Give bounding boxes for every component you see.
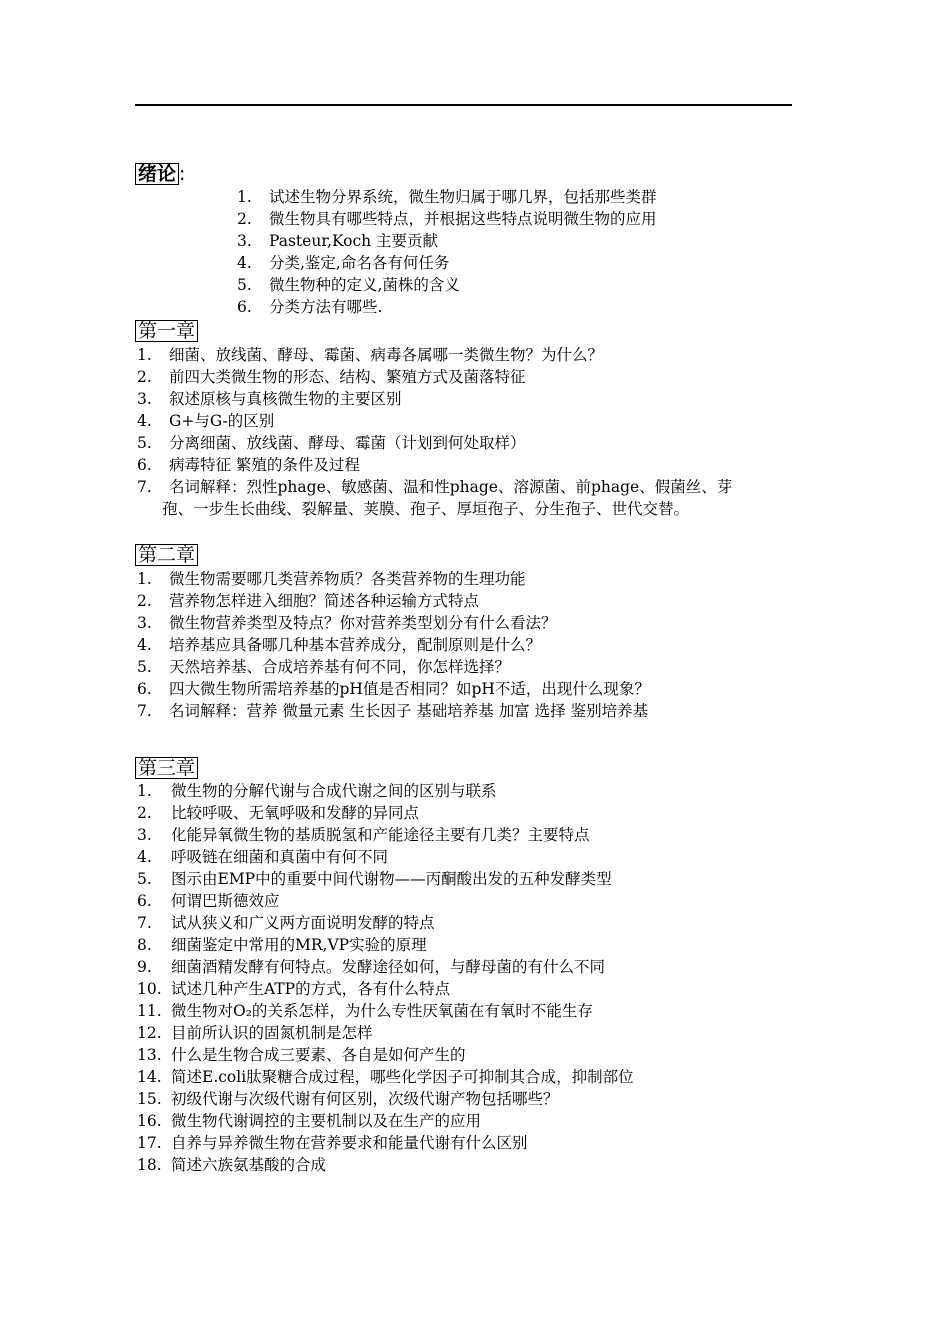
- item-text: 分离细菌、放线菌、酵母、霉菌（计划到何处取样）: [169, 434, 526, 452]
- list-item: [137, 612, 650, 634]
- item-number: 2.: [137, 368, 152, 386]
- item-number: 4.: [137, 636, 152, 654]
- item-text: 微生物对O₂的关系怎样，为什么专性厌氧菌在有氧时不能生存: [171, 1002, 593, 1020]
- list-item: [137, 678, 650, 700]
- list-item: [137, 824, 634, 846]
- item-text: 病毒特征 繁殖的条件及过程: [169, 456, 360, 474]
- list-item: [137, 1066, 634, 1088]
- item-text: 细菌鉴定中常用的MR,VP实验的原理: [171, 936, 427, 954]
- item-number: 2.: [137, 804, 152, 822]
- header-rule: [135, 104, 792, 106]
- list-item: [137, 934, 634, 956]
- intro-heading-box: 绪论: [135, 163, 179, 185]
- list-item: [137, 1132, 634, 1154]
- item-number: 17.: [137, 1134, 162, 1152]
- list-item: [237, 186, 657, 208]
- item-number: 3.: [137, 614, 152, 632]
- list-item: [137, 890, 634, 912]
- list-item: [137, 978, 634, 1000]
- item-number: 7.: [137, 702, 152, 720]
- list-item: [237, 252, 657, 274]
- item-number: 1.: [237, 188, 252, 206]
- list-item: [137, 780, 634, 802]
- item-text: 培养基应具备哪几种基本营养成分，配制原则是什么？: [169, 636, 542, 654]
- item-number: 5.: [137, 870, 152, 888]
- item-text: 试述生物分界系统，微生物归属于哪几界，包括那些类群: [269, 188, 657, 206]
- chapter1-heading: [135, 320, 198, 342]
- item-number: 6.: [137, 680, 152, 698]
- item-number: 6.: [137, 456, 152, 474]
- item-number: 11.: [137, 1002, 162, 1020]
- item-text: 叙述原核与真核微生物的主要区别: [169, 390, 402, 408]
- chapter2-question-list: [137, 568, 650, 722]
- list-item: [137, 846, 634, 868]
- list-item: [137, 410, 732, 432]
- item-number: 6.: [137, 892, 152, 910]
- list-item: [137, 476, 732, 498]
- item-number: 1.: [137, 782, 152, 800]
- item-text: 化能异氧微生物的基质脱氢和产能途径主要有几类？主要特点: [171, 826, 590, 844]
- list-item: [137, 1044, 634, 1066]
- item-text: G+与G-的区别: [169, 412, 275, 430]
- chapter3-question-list: [137, 780, 634, 1176]
- item-number: 2.: [137, 592, 152, 610]
- item-text: 何谓巴斯德效应: [171, 892, 280, 910]
- list-item: [137, 1154, 634, 1176]
- item-text: 呼吸链在细菌和真菌中有何不同: [171, 848, 389, 866]
- item-text: 什么是生物合成三要素、各自是如何产生的: [171, 1046, 466, 1064]
- list-item: [237, 230, 657, 252]
- item-text: 微生物具有哪些特点，并根据这些特点说明微生物的应用: [269, 210, 657, 228]
- item-number: 4.: [237, 254, 252, 272]
- list-item: [137, 344, 732, 366]
- list-item: [137, 1088, 634, 1110]
- item-number: 3.: [137, 826, 152, 844]
- item-text: 比较呼吸、无氧呼吸和发酵的异同点: [171, 804, 420, 822]
- item-text: 初级代谢与次级代谢有何区别，次级代谢产物包括哪些？: [171, 1090, 559, 1108]
- list-item: [137, 912, 634, 934]
- item-number: 3.: [137, 390, 152, 408]
- intro-question-list: [237, 186, 657, 318]
- chapter1-heading-box: 第一章: [135, 320, 198, 342]
- item-number: 4.: [137, 848, 152, 866]
- item-number: 13.: [137, 1046, 162, 1064]
- item-text: 简述E.coli肽聚糖合成过程，哪些化学因子可抑制其合成，抑制部位: [171, 1068, 634, 1086]
- chapter2-heading-box: 第二章: [135, 544, 198, 566]
- list-item: [137, 432, 732, 454]
- item-text: 四大微生物所需培养基的pH值是否相同？如pH不适，出现什么现象？: [169, 680, 650, 698]
- list-item: [237, 274, 657, 296]
- list-item: [137, 1000, 634, 1022]
- item-text: 前四大类微生物的形态、结构、繁殖方式及菌落特征: [169, 368, 526, 386]
- item-text: 营养物怎样进入细胞？简述各种运输方式特点: [169, 592, 480, 610]
- list-item: [137, 956, 634, 978]
- item-text: 图示由EMP中的重要中间代谢物——丙酮酸出发的五种发酵类型: [171, 870, 612, 888]
- item-number: 9.: [137, 958, 152, 976]
- item-text: 名词解释：烈性phage、敏感菌、温和性phage、溶源菌、前phage、假菌丝、芽: [169, 478, 733, 496]
- chapter3-heading: [135, 757, 198, 779]
- list-item: [137, 868, 634, 890]
- list-item: [137, 454, 732, 476]
- chapter1-question-list: [137, 344, 732, 498]
- item-number: 16.: [137, 1112, 162, 1130]
- list-item: [137, 388, 732, 410]
- list-item: [137, 700, 650, 722]
- item-number: 5.: [137, 658, 152, 676]
- item-number: 12.: [137, 1024, 162, 1042]
- item-number: 10.: [137, 980, 162, 998]
- chapter1-item7-continuation: 孢、一步生长曲线、裂解量、荚膜、孢子、厚垣孢子、分生孢子、世代交替。: [162, 500, 690, 518]
- item-number: 5.: [137, 434, 152, 452]
- item-text: 微生物种的定义,菌株的含义: [269, 276, 460, 294]
- item-number: 5.: [237, 276, 252, 294]
- item-number: 15.: [137, 1090, 162, 1108]
- item-number: 14.: [137, 1068, 162, 1086]
- item-number: 1.: [137, 346, 152, 364]
- list-item: [137, 366, 732, 388]
- item-text: 试从狭义和广义两方面说明发酵的特点: [171, 914, 435, 932]
- item-number: 7.: [137, 914, 152, 932]
- item-number: 6.: [237, 298, 252, 316]
- item-text: 微生物营养类型及特点？你对营养类型划分有什么看法？: [169, 614, 557, 632]
- chapter2-heading: [135, 544, 198, 566]
- item-number: 3.: [237, 232, 252, 250]
- item-number: 8.: [137, 936, 152, 954]
- list-item: [237, 208, 657, 230]
- list-item: [137, 1110, 634, 1132]
- item-text: 名词解释：营养 微量元素 生长因子 基础培养基 加富 选择 鉴别培养基: [169, 702, 649, 720]
- item-number: 18.: [137, 1156, 162, 1174]
- item-text: 微生物代谢调控的主要机制以及在生产的应用: [171, 1112, 482, 1130]
- intro-heading: [135, 163, 185, 185]
- item-number: 2.: [237, 210, 252, 228]
- item-text: 目前所认识的固氮机制是怎样: [171, 1024, 373, 1042]
- item-text: 分类方法有哪些.: [269, 298, 383, 316]
- item-text: 细菌酒精发酵有何特点。发酵途径如何，与酵母菌的有什么不同: [171, 958, 606, 976]
- list-item: [237, 296, 657, 318]
- item-text: 微生物需要哪几类营养物质？各类营养物的生理功能: [169, 570, 526, 588]
- item-text: 试述几种产生ATP的方式，各有什么特点: [171, 980, 451, 998]
- list-item: [137, 634, 650, 656]
- item-number: 7.: [137, 478, 152, 496]
- list-item: [137, 590, 650, 612]
- item-text: 微生物的分解代谢与合成代谢之间的区别与联系: [171, 782, 497, 800]
- list-item: [137, 1022, 634, 1044]
- list-item: [137, 656, 650, 678]
- list-item: [137, 802, 634, 824]
- item-text: 细菌、放线菌、酵母、霉菌、病毒各属哪一类微生物？为什么？: [169, 346, 604, 364]
- item-text: 天然培养基、合成培养基有何不同，你怎样选择？: [169, 658, 511, 676]
- item-text: Pasteur,Koch 主要贡献: [269, 232, 439, 250]
- item-number: 4.: [137, 412, 152, 430]
- intro-colon: :: [179, 163, 186, 185]
- list-item: [137, 568, 650, 590]
- chapter3-heading-box: 第三章: [135, 757, 198, 779]
- item-text: 自养与异养微生物在营养要求和能量代谢有什么区别: [171, 1134, 528, 1152]
- item-number: 1.: [137, 570, 152, 588]
- item-text: 分类,鉴定,命名各有何任务: [269, 254, 450, 272]
- item-text: 简述六族氨基酸的合成: [171, 1156, 327, 1174]
